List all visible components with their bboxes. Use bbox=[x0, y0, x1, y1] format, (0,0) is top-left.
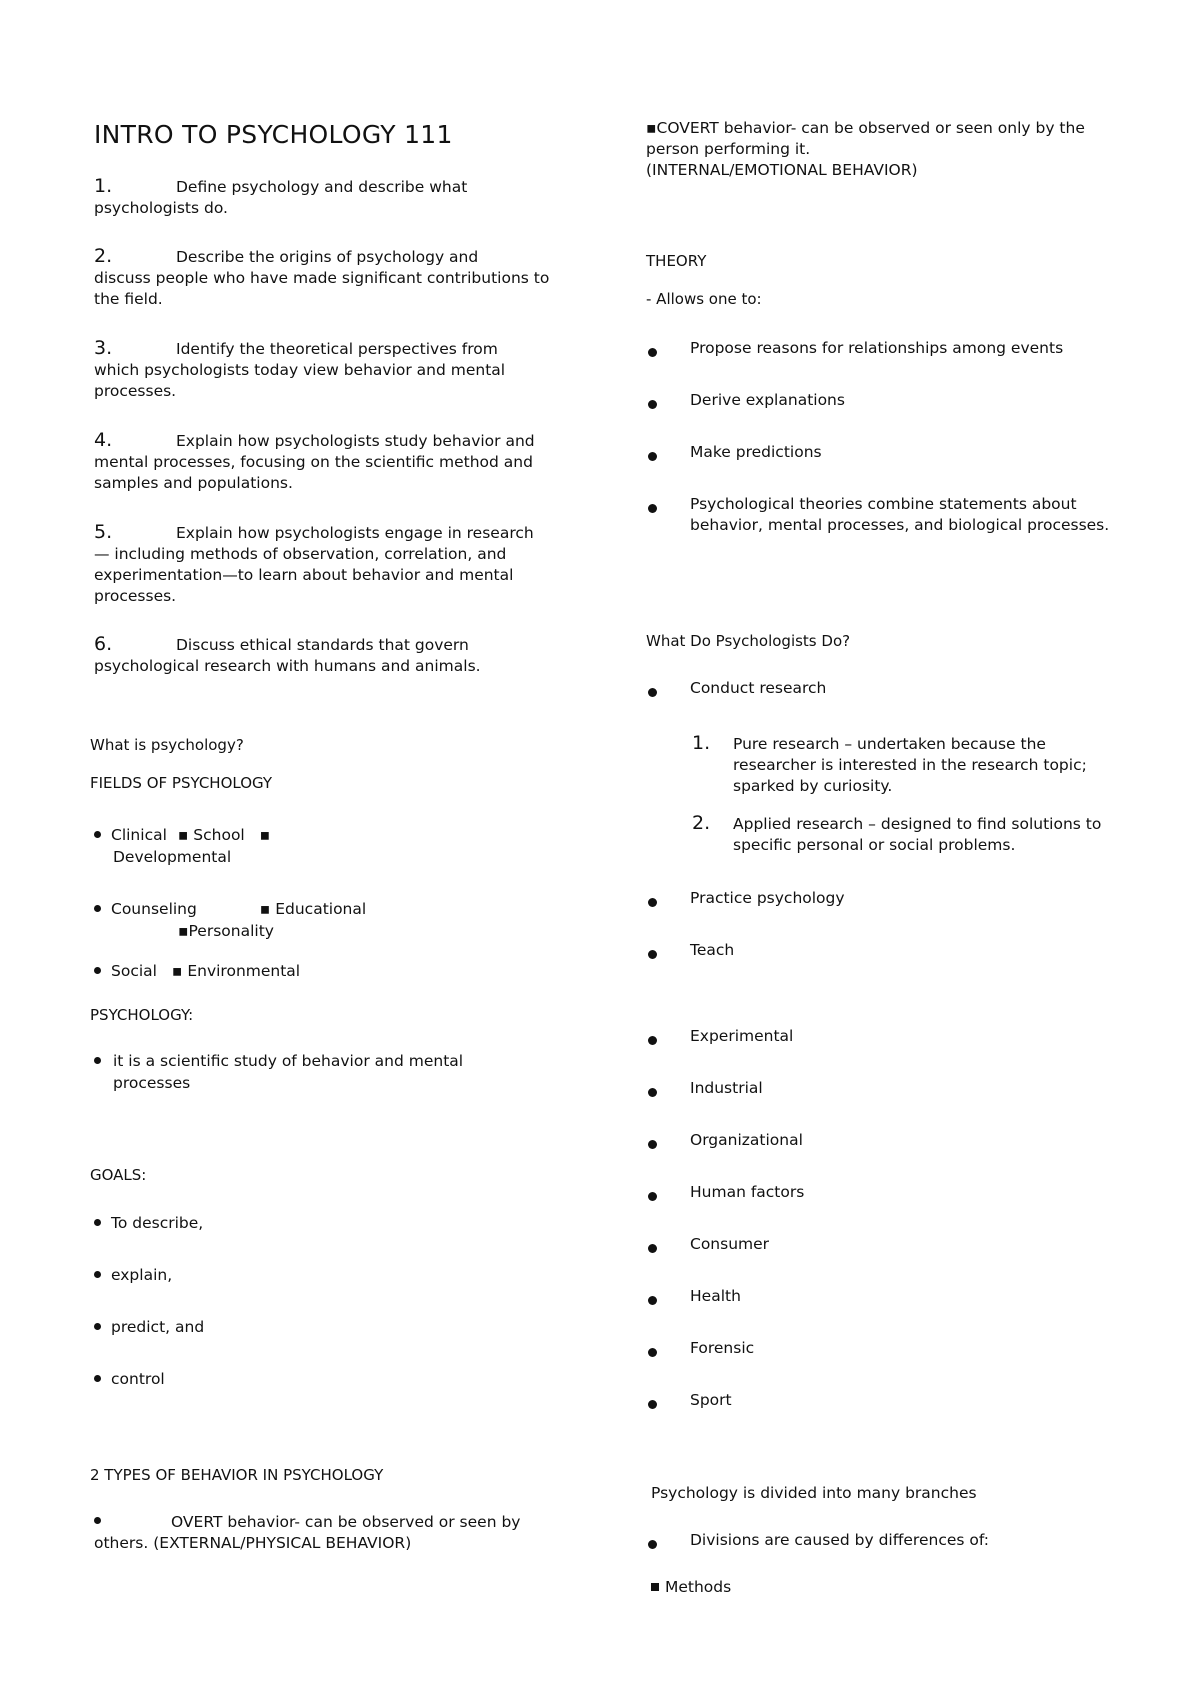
bullet-icon bbox=[648, 400, 657, 409]
field-school: ▪ School bbox=[177, 826, 245, 844]
bullet-icon bbox=[648, 950, 657, 959]
bullet-icon bbox=[648, 898, 657, 907]
overt-behavior bbox=[94, 1512, 564, 1554]
objective-text: Identify the theoretical perspectives from bbox=[176, 340, 498, 358]
objective-text: Discuss ethical standards that govern bbox=[176, 636, 469, 654]
field-clinical: Clinical bbox=[111, 826, 167, 844]
theory-subheading: - Allows one to: bbox=[646, 290, 762, 308]
field-item: Experimental bbox=[690, 1027, 794, 1045]
goal-text: To describe, bbox=[111, 1214, 204, 1232]
objective-text: Explain how psychologists study behavior and bbox=[176, 432, 535, 450]
goal-item bbox=[94, 1318, 204, 1336]
bullet-icon bbox=[648, 1088, 657, 1097]
theory-item: Derive explanations bbox=[690, 391, 845, 409]
field-item: Health bbox=[690, 1287, 741, 1305]
bullet-icon bbox=[648, 348, 657, 357]
fields-row-1 bbox=[94, 824, 494, 868]
objective-3 bbox=[94, 338, 564, 402]
objective-number: 4. bbox=[94, 429, 113, 451]
fields-row-3 bbox=[94, 960, 494, 982]
goal-item bbox=[94, 1370, 165, 1388]
theory-item: Make predictions bbox=[690, 443, 822, 461]
field-educational: ▪ Educational bbox=[259, 900, 367, 918]
methods-item bbox=[651, 1578, 731, 1596]
theory-item: Propose reasons for relationships among events bbox=[690, 339, 1064, 357]
bullet-icon bbox=[648, 1192, 657, 1201]
fields-heading: FIELDS OF PSYCHOLOGY bbox=[90, 774, 273, 792]
goal-text: explain, bbox=[111, 1266, 173, 1284]
psychology-definition-text: it is a scientific study of behavior and mental processes bbox=[113, 1052, 464, 1092]
what-is-heading: What is psychology? bbox=[90, 736, 244, 754]
bullet-icon bbox=[94, 1517, 101, 1524]
field-item: Sport bbox=[690, 1391, 732, 1409]
bullet-icon bbox=[94, 1271, 101, 1278]
fields-row-2 bbox=[94, 898, 494, 942]
field-item: Human factors bbox=[690, 1183, 805, 1201]
bullet-icon bbox=[648, 504, 657, 513]
bullet-icon bbox=[648, 1540, 657, 1549]
branches-item: Divisions are caused by differences of: bbox=[690, 1531, 989, 1549]
bullet-icon bbox=[648, 1244, 657, 1253]
bullet-icon bbox=[648, 452, 657, 461]
bullet-icon bbox=[94, 1219, 101, 1226]
goals-heading: GOALS: bbox=[90, 1166, 147, 1184]
bullet-icon bbox=[94, 1057, 101, 1064]
goal-text: predict, and bbox=[111, 1318, 205, 1336]
objective-2 bbox=[94, 246, 564, 310]
field-counseling: Counseling bbox=[111, 900, 197, 918]
objective-5 bbox=[94, 522, 564, 607]
research-type-applied: Applied research – designed to find solutions to specific personal or social problems. bbox=[733, 815, 1102, 854]
objective-number: 2. bbox=[94, 245, 113, 267]
methods-text: Methods bbox=[665, 1578, 732, 1596]
objective-cont: psychological research with humans and animals. bbox=[94, 657, 481, 675]
psychologists-do-heading: What Do Psychologists Do? bbox=[646, 632, 851, 650]
behavior-types-heading: 2 TYPES OF BEHAVIOR IN PSYCHOLOGY bbox=[90, 1466, 384, 1484]
objective-1 bbox=[94, 176, 564, 219]
covert-behavior bbox=[646, 118, 1116, 181]
field-item: Forensic bbox=[690, 1339, 755, 1357]
objective-4 bbox=[94, 430, 564, 494]
theory-item: Psychological theories combine statements about behavior, mental processes, and biological processes. bbox=[690, 495, 1110, 534]
field-item: Industrial bbox=[690, 1079, 763, 1097]
objective-text: Describe the origins of psychology and bbox=[176, 248, 479, 266]
objective-number: 6. bbox=[94, 633, 113, 655]
objective-text: Explain how psychologists engage in research bbox=[176, 524, 534, 542]
overt-behavior-text: OVERT behavior- can be observed or seen by others. (EXTERNAL/PHYSICAL BEHAVIOR) bbox=[94, 1513, 521, 1552]
bullet-icon bbox=[94, 1375, 101, 1382]
goal-item bbox=[94, 1266, 172, 1284]
field-marker: ▪ bbox=[259, 826, 271, 844]
square-bullet-icon bbox=[651, 1583, 659, 1591]
objective-cont: mental processes, focusing on the scientific method and samples and populations. bbox=[94, 453, 533, 492]
goal-item bbox=[94, 1214, 203, 1232]
field-developmental: Developmental bbox=[113, 848, 232, 866]
objective-cont: which psychologists today view behavior and mental processes. bbox=[94, 361, 506, 400]
goal-text: control bbox=[111, 1370, 165, 1388]
psychology-definition bbox=[94, 1050, 504, 1094]
objective-number: 1. bbox=[94, 175, 113, 197]
bullet-icon bbox=[648, 1036, 657, 1045]
field-item: Consumer bbox=[690, 1235, 770, 1253]
objective-cont: discuss people who have made significant contributions to the field. bbox=[94, 269, 550, 308]
objective-number: 3. bbox=[94, 337, 113, 359]
theory-heading: THEORY bbox=[646, 252, 707, 270]
bullet-icon bbox=[94, 831, 101, 838]
bullet-icon bbox=[648, 1400, 657, 1409]
bullet-icon bbox=[94, 905, 101, 912]
page-title: INTRO TO PSYCHOLOGY 111 bbox=[94, 120, 453, 149]
objective-text: Define psychology and describe what bbox=[176, 178, 468, 196]
do-item-teach: Teach bbox=[690, 941, 735, 959]
covert-behavior-text: ▪COVERT behavior- can be observed or seen only by the person performing it. bbox=[646, 119, 1085, 158]
branches-heading: Psychology is divided into many branches bbox=[651, 1484, 977, 1502]
field-environmental: ▪ Environmental bbox=[171, 962, 301, 980]
psychology-heading: PSYCHOLOGY: bbox=[90, 1006, 194, 1024]
do-item-practice: Practice psychology bbox=[690, 889, 845, 907]
field-item: Organizational bbox=[690, 1131, 803, 1149]
covert-behavior-note: (INTERNAL/EMOTIONAL BEHAVIOR) bbox=[646, 161, 918, 179]
do-item-research: Conduct research bbox=[690, 679, 827, 697]
research-number: 1. bbox=[692, 732, 711, 754]
bullet-icon bbox=[94, 1323, 101, 1330]
research-number: 2. bbox=[692, 812, 711, 834]
objective-6 bbox=[94, 634, 564, 677]
objective-cont: — including methods of observation, correlation, and experimentation—to learn about behavior and mental processes. bbox=[94, 545, 514, 605]
field-personality: ▪Personality bbox=[178, 922, 274, 940]
bullet-icon bbox=[648, 1296, 657, 1305]
objective-number: 5. bbox=[94, 521, 113, 543]
bullet-icon bbox=[648, 1348, 657, 1357]
bullet-icon bbox=[648, 688, 657, 697]
bullet-icon bbox=[648, 1140, 657, 1149]
objective-cont: psychologists do. bbox=[94, 199, 228, 217]
field-social: Social bbox=[111, 962, 157, 980]
bullet-icon bbox=[94, 967, 101, 974]
research-type-pure: Pure research – undertaken because the researcher is interested in the research topic; sparked by curiosity. bbox=[733, 735, 1087, 795]
